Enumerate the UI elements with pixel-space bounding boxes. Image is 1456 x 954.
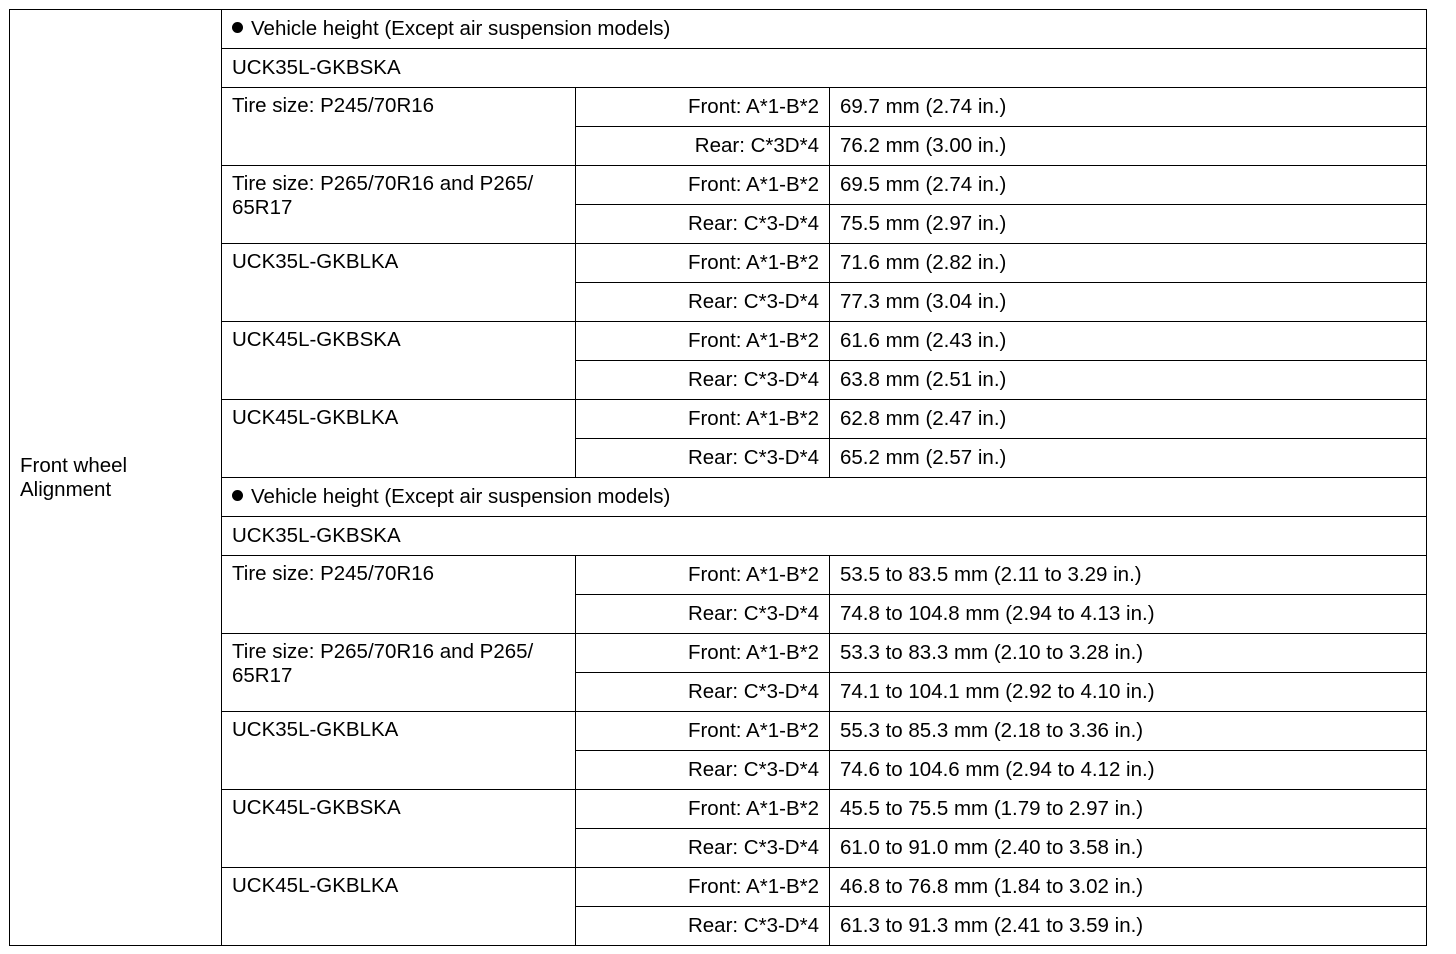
row-label: Front wheel Alignment	[10, 10, 222, 946]
value-cell: 62.8 mm (2.47 in.)	[830, 400, 1427, 439]
position-cell: Front: A*1-B*2	[576, 322, 830, 361]
position-cell: Front: A*1-B*2	[576, 166, 830, 205]
value-cell: 61.6 mm (2.43 in.)	[830, 322, 1427, 361]
value-cell: 74.6 to 104.6 mm (2.94 to 4.12 in.)	[830, 751, 1427, 790]
position-cell: Rear: C*3-D*4	[576, 283, 830, 322]
section-subheading: UCK35L-GKBSKA	[222, 49, 1427, 88]
model-cell: Tire size: P265/70R16 and P265/ 65R17	[222, 166, 576, 244]
value-cell: 63.8 mm (2.51 in.)	[830, 361, 1427, 400]
position-cell: Rear: C*3-D*4	[576, 205, 830, 244]
spec-table	[9, 9, 1427, 946]
position-cell: Front: A*1-B*2	[576, 244, 830, 283]
position-cell: Front: A*1-B*2	[576, 88, 830, 127]
bullet-icon	[232, 22, 243, 33]
value-cell: 74.1 to 104.1 mm (2.92 to 4.10 in.)	[830, 673, 1427, 712]
position-cell: Rear: C*3-D*4	[576, 439, 830, 478]
position-cell: Front: A*1-B*2	[576, 790, 830, 829]
value-cell: 46.8 to 76.8 mm (1.84 to 3.02 in.)	[830, 868, 1427, 907]
value-cell: 65.2 mm (2.57 in.)	[830, 439, 1427, 478]
position-cell: Front: A*1-B*2	[576, 400, 830, 439]
position-cell: Rear: C*3-D*4	[576, 751, 830, 790]
position-cell: Front: A*1-B*2	[576, 712, 830, 751]
model-cell: Tire size: P265/70R16 and P265/ 65R17	[222, 634, 576, 712]
position-cell: Rear: C*3-D*4	[576, 907, 830, 946]
position-cell: Rear: C*3-D*4	[576, 673, 830, 712]
model-cell: UCK35L-GKBLKA	[222, 712, 576, 790]
position-cell: Rear: C*3-D*4	[576, 829, 830, 868]
model-cell: Tire size: P245/70R16	[222, 556, 576, 634]
value-cell: 55.3 to 85.3 mm (2.18 to 3.36 in.)	[830, 712, 1427, 751]
model-cell: UCK45L-GKBLKA	[222, 868, 576, 946]
value-cell: 76.2 mm (3.00 in.)	[830, 127, 1427, 166]
value-cell: 75.5 mm (2.97 in.)	[830, 205, 1427, 244]
value-cell: 45.5 to 75.5 mm (1.79 to 2.97 in.)	[830, 790, 1427, 829]
section-heading: Vehicle height (Except air suspension models)	[222, 10, 1427, 49]
value-cell: 61.3 to 91.3 mm (2.41 to 3.59 in.)	[830, 907, 1427, 946]
model-cell: UCK45L-GKBSKA	[222, 322, 576, 400]
model-cell: UCK35L-GKBLKA	[222, 244, 576, 322]
position-cell: Rear: C*3-D*4	[576, 595, 830, 634]
bullet-icon	[232, 490, 243, 501]
position-cell: Rear: C*3D*4	[576, 127, 830, 166]
section-subheading: UCK35L-GKBSKA	[222, 517, 1427, 556]
value-cell: 69.7 mm (2.74 in.)	[830, 88, 1427, 127]
value-cell: 71.6 mm (2.82 in.)	[830, 244, 1427, 283]
model-cell: Tire size: P245/70R16	[222, 88, 576, 166]
value-cell: 61.0 to 91.0 mm (2.40 to 3.58 in.)	[830, 829, 1427, 868]
section-heading: Vehicle height (Except air suspension models)	[222, 478, 1427, 517]
position-cell: Front: A*1-B*2	[576, 634, 830, 673]
position-cell: Rear: C*3-D*4	[576, 361, 830, 400]
value-cell: 69.5 mm (2.74 in.)	[830, 166, 1427, 205]
value-cell: 53.5 to 83.5 mm (2.11 to 3.29 in.)	[830, 556, 1427, 595]
value-cell: 53.3 to 83.3 mm (2.10 to 3.28 in.)	[830, 634, 1427, 673]
model-cell: UCK45L-GKBSKA	[222, 790, 576, 868]
value-cell: 74.8 to 104.8 mm (2.94 to 4.13 in.)	[830, 595, 1427, 634]
position-cell: Front: A*1-B*2	[576, 868, 830, 907]
value-cell: 77.3 mm (3.04 in.)	[830, 283, 1427, 322]
model-cell: UCK45L-GKBLKA	[222, 400, 576, 478]
position-cell: Front: A*1-B*2	[576, 556, 830, 595]
